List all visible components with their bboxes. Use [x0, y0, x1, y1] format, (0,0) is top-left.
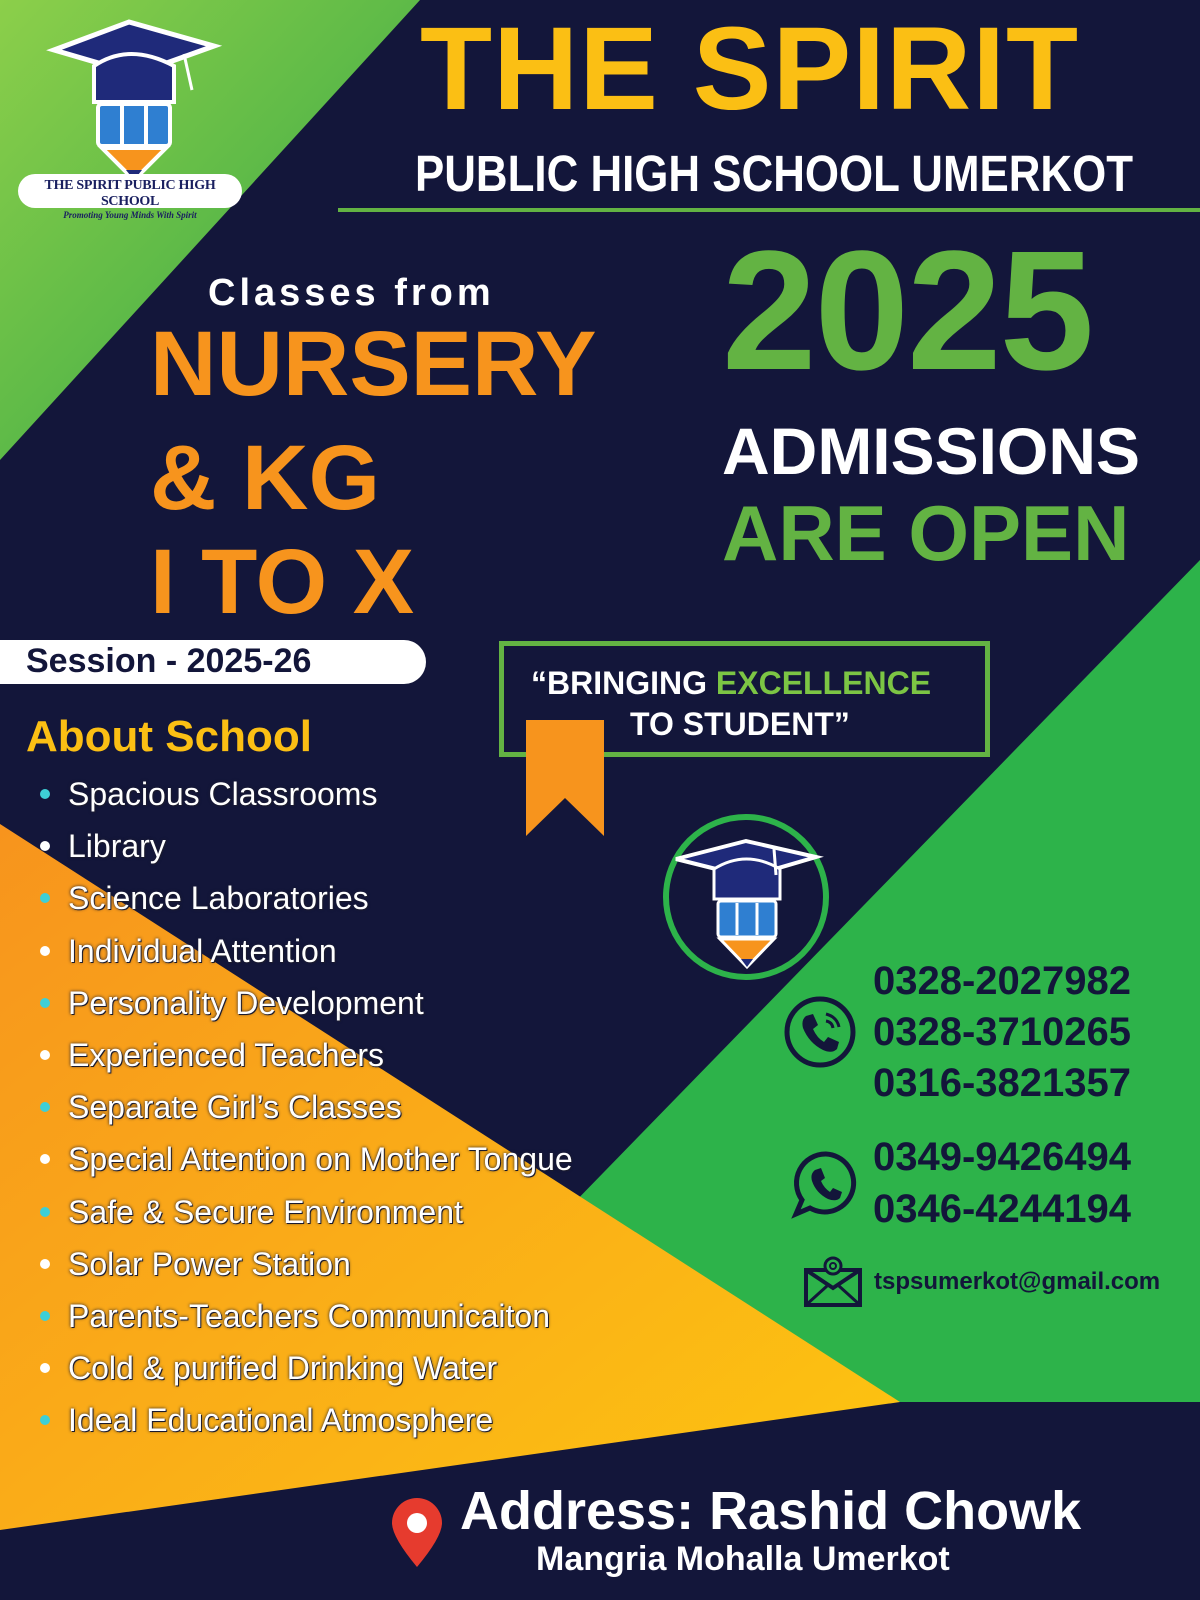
bullet-dot-icon — [40, 893, 50, 903]
feature-item — [36, 1186, 573, 1238]
address-line-1: Address: Rashid Chowk — [460, 1481, 1082, 1541]
bullet-dot-icon — [40, 1259, 50, 1269]
bullet-dot-icon — [40, 1102, 50, 1112]
grade-range: I TO X — [150, 531, 415, 633]
feature-item — [36, 1290, 573, 1342]
phone-icon — [782, 994, 858, 1070]
slogan-line-1 — [531, 665, 931, 702]
feature-label: Personality Development — [68, 984, 424, 1021]
slogan-start: “BRINGING — [531, 665, 716, 701]
grade-nursery: NURSERY — [150, 313, 597, 415]
whatsapp-icon — [790, 1148, 862, 1220]
feature-label: Ideal Educational Atmosphere — [68, 1402, 494, 1439]
bullet-dot-icon — [40, 1050, 50, 1060]
about-school-heading: About School — [26, 712, 312, 761]
phone-number[interactable]: 0328-3710265 — [873, 1010, 1132, 1054]
bullet-dot-icon — [40, 998, 50, 1008]
logo-caption — [18, 174, 242, 220]
feature-item — [36, 1029, 573, 1081]
phone-number[interactable]: 0316-3821357 — [873, 1061, 1132, 1105]
graduation-cap-emblem-icon — [662, 813, 830, 981]
features-list — [36, 768, 573, 1446]
bullet-dot-icon — [40, 946, 50, 956]
grade-kg: & KG — [150, 427, 380, 529]
feature-label: Safe & Secure Environment — [68, 1193, 463, 1230]
feature-item — [36, 1081, 573, 1133]
feature-item — [36, 820, 573, 872]
school-title: THE SPIRIT — [420, 3, 1080, 135]
feature-item — [36, 768, 573, 820]
feature-label: Science Laboratories — [68, 880, 369, 917]
slogan-line-2: TO STUDENT” — [630, 706, 850, 742]
feature-item — [36, 977, 573, 1029]
header-divider — [338, 208, 1200, 212]
logo-school-name: THE SPIRIT PUBLIC HIGH SCHOOL — [44, 178, 216, 209]
address-line-2: Mangria Mohalla Umerkot — [536, 1540, 950, 1578]
session-label: Session - 2025-26 — [26, 642, 312, 680]
feature-item — [36, 1133, 573, 1185]
email-address[interactable]: tspsumerkot@gmail.com — [874, 1268, 1161, 1295]
feature-label: Cold & purified Drinking Water — [68, 1350, 498, 1387]
feature-label: Separate Girl’s Classes — [68, 1089, 402, 1126]
classes-intro: Classes from — [208, 272, 495, 314]
mail-icon — [803, 1256, 863, 1308]
feature-label: Solar Power Station — [68, 1245, 351, 1282]
feature-item — [36, 925, 573, 977]
school-subtitle: PUBLIC HIGH SCHOOL UMERKOT — [415, 145, 1134, 202]
bullet-dot-icon — [40, 1207, 50, 1217]
admission-year: 2025 — [722, 216, 1093, 406]
bullet-dot-icon — [40, 1415, 50, 1425]
feature-item — [36, 872, 573, 924]
whatsapp-number[interactable]: 0346-4244194 — [873, 1187, 1132, 1231]
feature-label: Spacious Classrooms — [68, 776, 378, 812]
logo-tagline: Promoting Young Minds With Spirit — [63, 210, 197, 220]
whatsapp-number[interactable]: 0349-9426494 — [873, 1135, 1132, 1179]
feature-label: Special Attention on Mother Tongue — [68, 1141, 573, 1178]
admissions-open-heading: ARE OPEN — [722, 489, 1130, 577]
feature-label: Experienced Teachers — [68, 1036, 385, 1073]
feature-item — [36, 1342, 573, 1394]
bullet-dot-icon — [40, 841, 50, 851]
slogan-accent: EXCELLENCE — [715, 665, 932, 701]
admissions-heading: ADMISSIONS — [722, 414, 1141, 488]
bullet-dot-icon — [40, 1154, 50, 1164]
bullet-dot-icon — [40, 1363, 50, 1373]
bullet-dot-icon — [40, 1311, 50, 1321]
bullet-dot-icon — [40, 789, 50, 799]
feature-label: Individual Attention — [68, 932, 337, 969]
feature-label: Library — [68, 828, 166, 865]
feature-item — [36, 1394, 573, 1446]
location-pin-icon — [388, 1497, 446, 1569]
feature-item — [36, 1238, 573, 1290]
phone-number[interactable]: 0328-2027982 — [873, 959, 1132, 1003]
feature-label: Parents-Teachers Communicaiton — [68, 1297, 550, 1334]
